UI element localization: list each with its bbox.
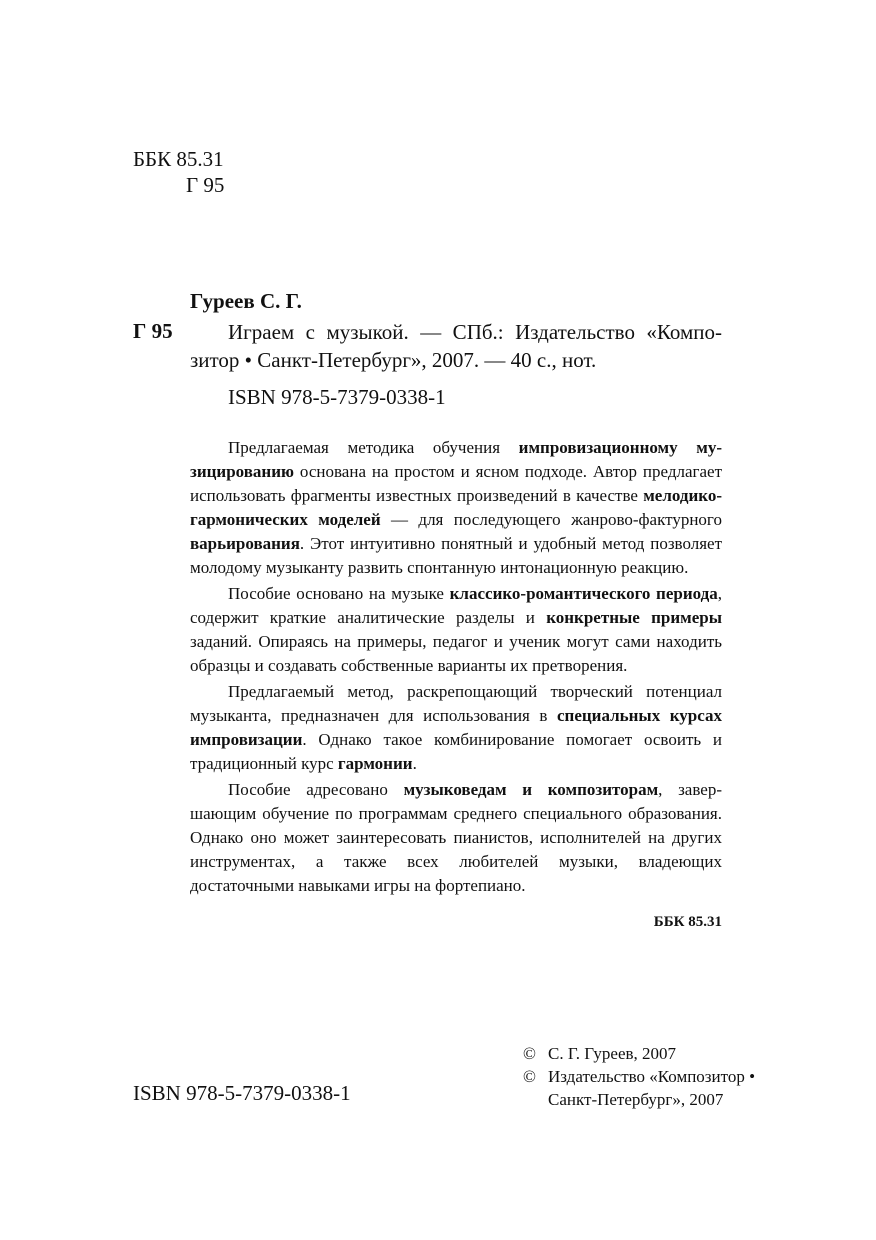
text-run: . Этот интуитивно понятный и удобный метод позволяет молодому музыканту развить спонтанную интонационную реакцию. <box>190 534 722 577</box>
bold-term: классико-романтического периода <box>449 584 718 603</box>
text-run: основана на простом и ясном подходе. Автор предлагает использовать фрагменты известных произведений в качестве <box>190 462 722 505</box>
isbn-bottom: ISBN 978-5-7379-0338-1 <box>133 1081 351 1105</box>
bold-term: гармонии <box>337 754 413 773</box>
text-run: Пособие основано на музыке <box>228 584 450 603</box>
bbk-code-line: ББК 85.31 <box>133 147 224 171</box>
author-mark-line: Г 95 <box>186 173 225 197</box>
text-run: Пособие адресовано <box>228 780 404 799</box>
text-run: . <box>412 754 417 773</box>
text-run: заданий. Опираясь на примеры, педагог и ученик могут сами находить образцы и создавать собственные варианты их претворения. <box>190 632 722 675</box>
bold-term: импровизационному музицированию <box>190 438 722 481</box>
isbn-top: ISBN 978-5-7379-0338-1 <box>228 385 446 409</box>
text-run: Предлагаемая методика обучения <box>228 438 519 457</box>
annotation-paragraph-2 <box>190 582 722 678</box>
bbk-index-bottom: ББК 85.31 <box>653 914 722 930</box>
author-name: Гуреев С. Г. <box>190 289 302 313</box>
title-line-2: зитор • Санкт-Петербург», 2007. — 40 с., нот. <box>190 348 597 372</box>
annotation-paragraph-4 <box>190 778 722 898</box>
bold-term: мелодико-гармонических моделей <box>190 486 722 529</box>
title-line-1: Играем с музыкой. — СПб.: Издательство «Компо- <box>228 320 722 344</box>
bold-term: конкретные примеры <box>546 608 722 627</box>
author-mark: Г 95 <box>133 319 173 343</box>
text-run: Предлагаемый метод, раскрепощающий творческий потенциал музыканта, предназначен для использования в <box>190 682 722 725</box>
annotation-paragraph-1 <box>190 436 722 580</box>
text-run: , содержит краткие аналитические разделы и <box>190 584 722 627</box>
annotation-paragraph-3 <box>190 680 722 776</box>
bbk-index-top <box>133 146 224 198</box>
copyright-symbol: © <box>523 1067 536 1086</box>
copyright-line-2 <box>523 1065 755 1088</box>
bibliographic-title <box>190 318 722 374</box>
text-run: . Однако такое комбинирование помогает освоить и традиционный курс <box>190 730 722 773</box>
copyright-block <box>523 1042 755 1111</box>
copyright-text: Издательство «Композитор • <box>548 1067 756 1086</box>
copyright-line-3: Санкт-Петербург», 2007 <box>548 1090 724 1109</box>
text-run: , завершающим обучение по программам среднего специального образования. Однако оно может заинтересовать пианистов, исполнителей на других инструментах, а также всех любителей музыки, владеющих достаточными навыками игры на фортепиано. <box>190 780 722 895</box>
copyright-symbol: © <box>523 1044 536 1063</box>
text-run: — для последующего жанрово-фактурного <box>380 510 722 529</box>
bold-term: специальных курсах импровизации <box>190 706 723 749</box>
copyright-text: С. Г. Гуреев, 2007 <box>548 1044 677 1063</box>
bold-term: варьирования <box>190 534 300 553</box>
annotation <box>190 436 722 898</box>
copyright-line-1 <box>523 1042 755 1065</box>
bold-term: музыковедам и композиторам <box>403 780 659 799</box>
